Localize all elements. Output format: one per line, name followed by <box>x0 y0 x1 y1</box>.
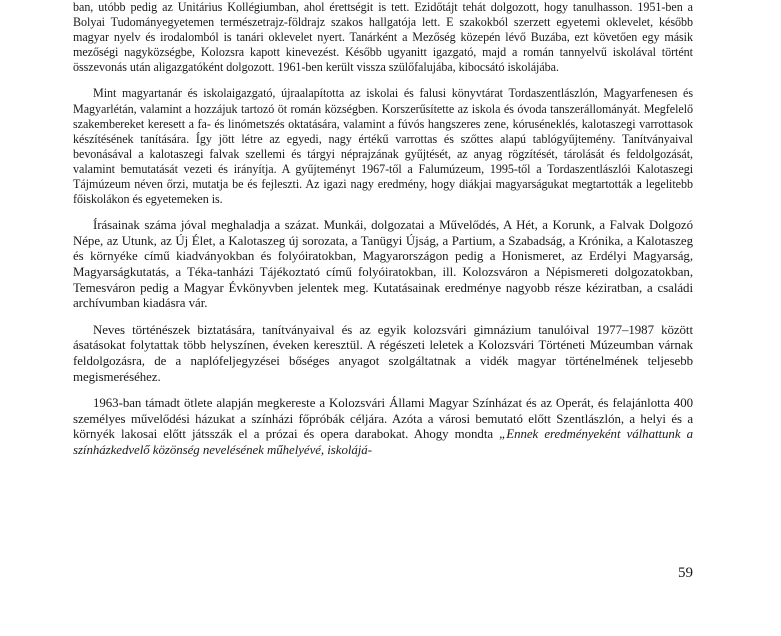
paragraph-2: Mint magyartanár és iskolaigazgató, újraalapította az iskolai és falusi könyvtárat Tordaszentlászlón, Magyarfenesen és Magyarlétán, valamint a hozzájuk tartozó öt román községben. Korszerűsítette az iskola és óvoda tanszerállományát. Megfelelő szakembereket keresett a fa- és linómetszés oktatására, valamint a fúvós hangszeres zene, kóruséneklés, kalotaszegi varrottasok készítésének tanítására. Így jött létre az egyedi, nagy értékű varrottas és szőttes alapú tablógyűjtemény. Tanítványaival bevonásával a kalotaszegi falvak szellemi és tárgyi néprajzának gyűjtését, az anyag rögzítését, tárolását és feldolgozását, valamint bemutatását vezeti és irányítja. A gyűjteményt 1967-től a Falumúzeum, 1995-től a Tordaszentlászlói Kalotaszegi Tájmúzeum néven őrzi, mutatja be és fejleszti. Az igazi nagy eredmény, hogy diákjai magyarságukat megtartották a legelitebb főiskolákon és egyetemeken is. <box>73 86 693 207</box>
paragraph-4: Neves történészek biztatására, tanítványaival és az egyik kolozsvári gimnázium tanulóival 1977–1987 között ásatásokat folytattak több helyszínen, éveken keresztül. A régészeti leletek a Kolozsvári Történeti Múzeumban várnak feldolgozásra, de a naplófeljegyzései bőséges anyagot szolgáltatnak a vidék magyar történelmének teljesebb megismeréséhez. <box>73 322 693 384</box>
paragraph-5 <box>73 396 693 458</box>
paragraph-5-quote: „Ennek eredményeként válhattunk a színházkedvelő közönség nevelésének műhelyévé, iskolájá- <box>73 427 693 457</box>
paragraph-3: Írásainak száma jóval meghaladja a százat. Munkái, dolgozatai a Művelődés, A Hét, a Korunk, a Falvak Dolgozó Népe, az Utunk, az Új Élet, a Kalotaszeg új sorozata, a Tanügyi Újság, a Partium, a Szabadság, a Krónika, a Kalotaszeg és környéke című kiadványokban és folyóiratokban, Magyarországon pedig a Honismeret, az Erdélyi Magyarság, Magyarságkutatás, a Téka-tanházi Tájékoztató című folyóiratokban, ill. Kolozsváron a Népismereti dolgozatokban, Temesváron pedig a Magyar Évkönyvben jelentek meg. Kutatásainak eredménye nagyobb része kéziratban, a családi archívumban kiadásra vár. <box>73 218 693 311</box>
paragraph-1: ban, utóbb pedig az Unitárius Kollégiumban, ahol érettségit is tett. Ezidőtájt tehát dolgozott, hogy tanulhasson. 1951-ben a Bolyai Tudományegyetemen természetrajz-földrajz szakos hallgatója lett. E szakokból szerzett egyetemi oklevelet, később magyar nyelv és irodalomból is tanári oklevelet nyert. Tanárként a Mezőség közepén lévő Buzába, ezt követően egy másik mezőségi nagyközségbe, Kolozsra kapott kinevezést. Később ugyanitt igazgató, majd a román tannyelvű iskolával történt összevonás után aligazgatóként dolgozott. 1961-ben került vissza szülőfalujába, kibocsátó iskolájába. <box>73 0 693 75</box>
page-number: 59 <box>678 565 693 581</box>
document-page <box>73 0 693 636</box>
paragraph-5-text: 1963-ban támadt ötlete alapján megkereste a Kolozsvári Állami Magyar Színházat és az Operát, és felajánlotta 400 személyes művelődési házukat a színházi főpróbák céljára. Azóta a városi bemutató előtt Szentlászlón, a helyi és a környék lakosai előtt játsszák el a prózai és opera darabokat. Ahogy mondta <box>73 396 693 442</box>
